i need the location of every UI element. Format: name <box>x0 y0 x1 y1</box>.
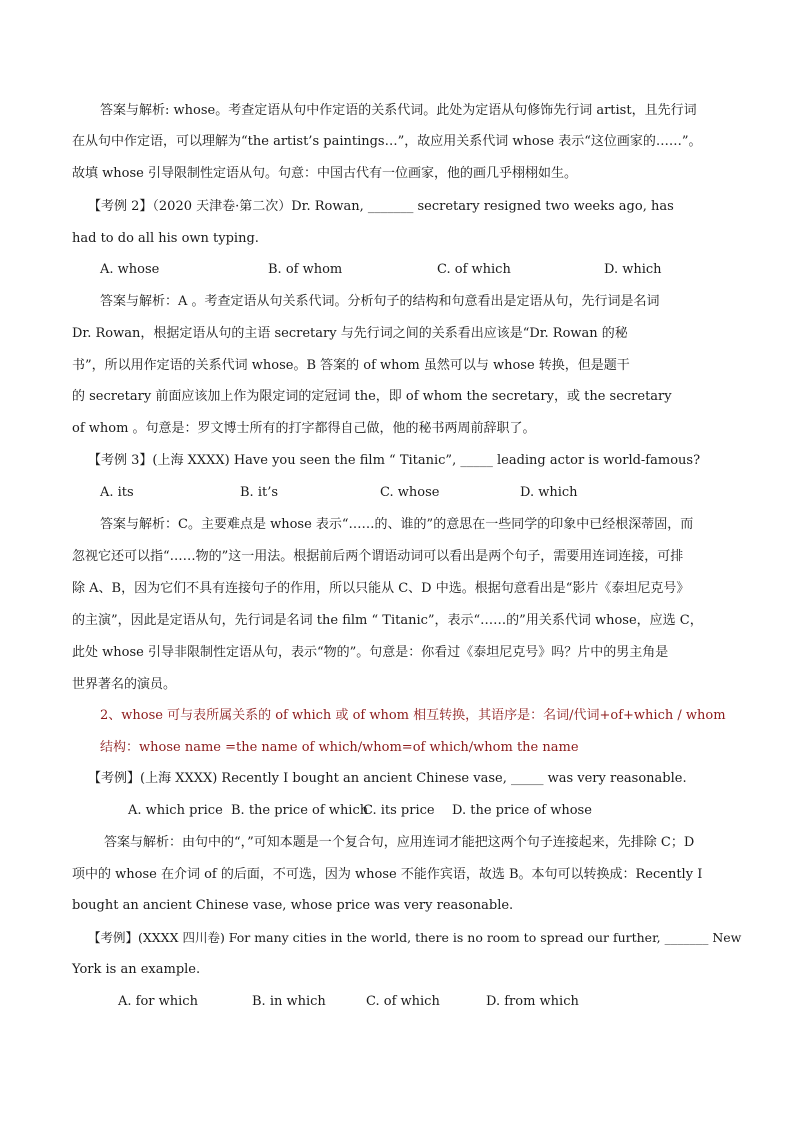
example-question: 【考例】(上海 XXXX) Recently I bought an ancient Chinese vase, _____ was very reasonable. <box>88 771 687 786</box>
option-a: A. whose <box>100 262 160 277</box>
example-question: 【考例 3】(上海 XXXX) Have you seen the film “ Titanic”, _____ leading actor is world-famous? <box>88 453 701 468</box>
example-question: had to do all his own typing. <box>72 231 259 246</box>
option-a: A. its <box>100 485 134 500</box>
structure-formula: 结构：whose name =the name of which/whom=of which/whom the name <box>100 740 579 755</box>
section-heading: 2、whose 可与表所属关系的 of which 或 of whom 相互转换，其语序是：名词/代词+of+which / whom <box>100 708 726 723</box>
option-c: C. of which <box>437 262 511 277</box>
analysis-line: 的 secretary 前面应该加上作为限定词的定冠词 the，即 of whom the secretary，或 the secretary <box>72 389 672 404</box>
option-b: B. it’s <box>240 485 279 500</box>
analysis-line: 故填 whose 引导限制性定语从句。句意：中国古代有一位画家，他的画几乎栩栩如生。 <box>72 166 577 181</box>
example-question: 【考例】(XXXX 四川卷) For many cities in the world, there is no room to spread our further, _______ New <box>88 930 742 945</box>
analysis-line: 的主演”，因此是定语从句，先行词是名词 the film “ Titanic”，表示“……的”用关系代词 whose，应选 C， <box>72 613 703 628</box>
option-d: D. which <box>520 485 578 500</box>
option-b: B. in which <box>252 994 326 1009</box>
option-a: A. for which <box>118 994 198 1009</box>
option-b: B. the price of which <box>231 803 369 818</box>
analysis-line: 项中的 whose 在介词 of 的后面，不可选，因为 whose 不能作宾语，故选 B。本句可以转换成：Recently I <box>72 867 703 882</box>
analysis-line: 答案与解析: whose。考查定语从句中作定语的关系代词。此处为定语从句修饰先行词 artist，且先行词 <box>100 103 697 118</box>
analysis-line: 世界著名的演员。 <box>72 677 177 692</box>
analysis-line: 书”，所以用作定语的关系代词 whose。B 答案的 of whom 虽然可以与 whose 转换，但是题干 <box>72 358 630 373</box>
option-c: C. its price <box>363 803 435 818</box>
example-question: York is an example. <box>72 962 201 977</box>
analysis-line: of whom 。句意是：罗文博士所有的打字都得自己做，他的秘书两周前辞职了。 <box>72 421 536 436</box>
analysis-line: 忽视它还可以指“……物的”这一用法。根据前后两个谓语动词可以看出是两个句子，需要用连词连接，可排 <box>72 549 684 564</box>
option-d: D. from which <box>486 994 579 1009</box>
option-c: C. of which <box>366 994 440 1009</box>
analysis-line: 答案与解析：A 。考查定语从句关系代词。分析句子的结构和句意看出是定语从句，先行词是名词 <box>100 294 660 309</box>
option-c: C. whose <box>380 485 440 500</box>
analysis-line: 此处 whose 引导非限制性定语从句，表示“物的”。句意是：你看过《泰坦尼克号》吗？片中的男主角是 <box>72 645 669 660</box>
analysis-line: Dr. Rowan，根据定语从句的主语 secretary 与先行词之间的关系看出应该是“Dr. Rowan 的秘 <box>72 326 628 341</box>
option-d: D. which <box>604 262 662 277</box>
analysis-line: bought an ancient Chinese vase, whose price was very reasonable. <box>72 898 514 913</box>
analysis-line: 除 A、B，因为它们不具有连接句子的作用，所以只能从 C、D 中选。根据句意看出是“影片《泰坦尼克号》 <box>72 581 690 596</box>
analysis-line: 答案与解析：由句中的“，”可知本题是一个复合句，应用连词才能把这两个句子连接起来，先排除 C；D <box>104 835 695 850</box>
analysis-line: 在从句中作定语，可以理解为“the artist’s paintings…”，故应用关系代词 whose 表示“这位画家的……”。 <box>72 134 702 149</box>
example-question: 【考例 2】（2020 天津卷·第二次）Dr. Rowan, _______ secretary resigned two weeks ago, has <box>88 199 674 214</box>
analysis-line: 答案与解析：C。主要难点是 whose 表示“……的、谁的”的意思在一些同学的印象中已经根深蒂固，而 <box>100 517 694 532</box>
option-a: A. which price <box>128 803 223 818</box>
option-b: B. of whom <box>268 262 343 277</box>
option-d: D. the price of whose <box>452 803 592 818</box>
